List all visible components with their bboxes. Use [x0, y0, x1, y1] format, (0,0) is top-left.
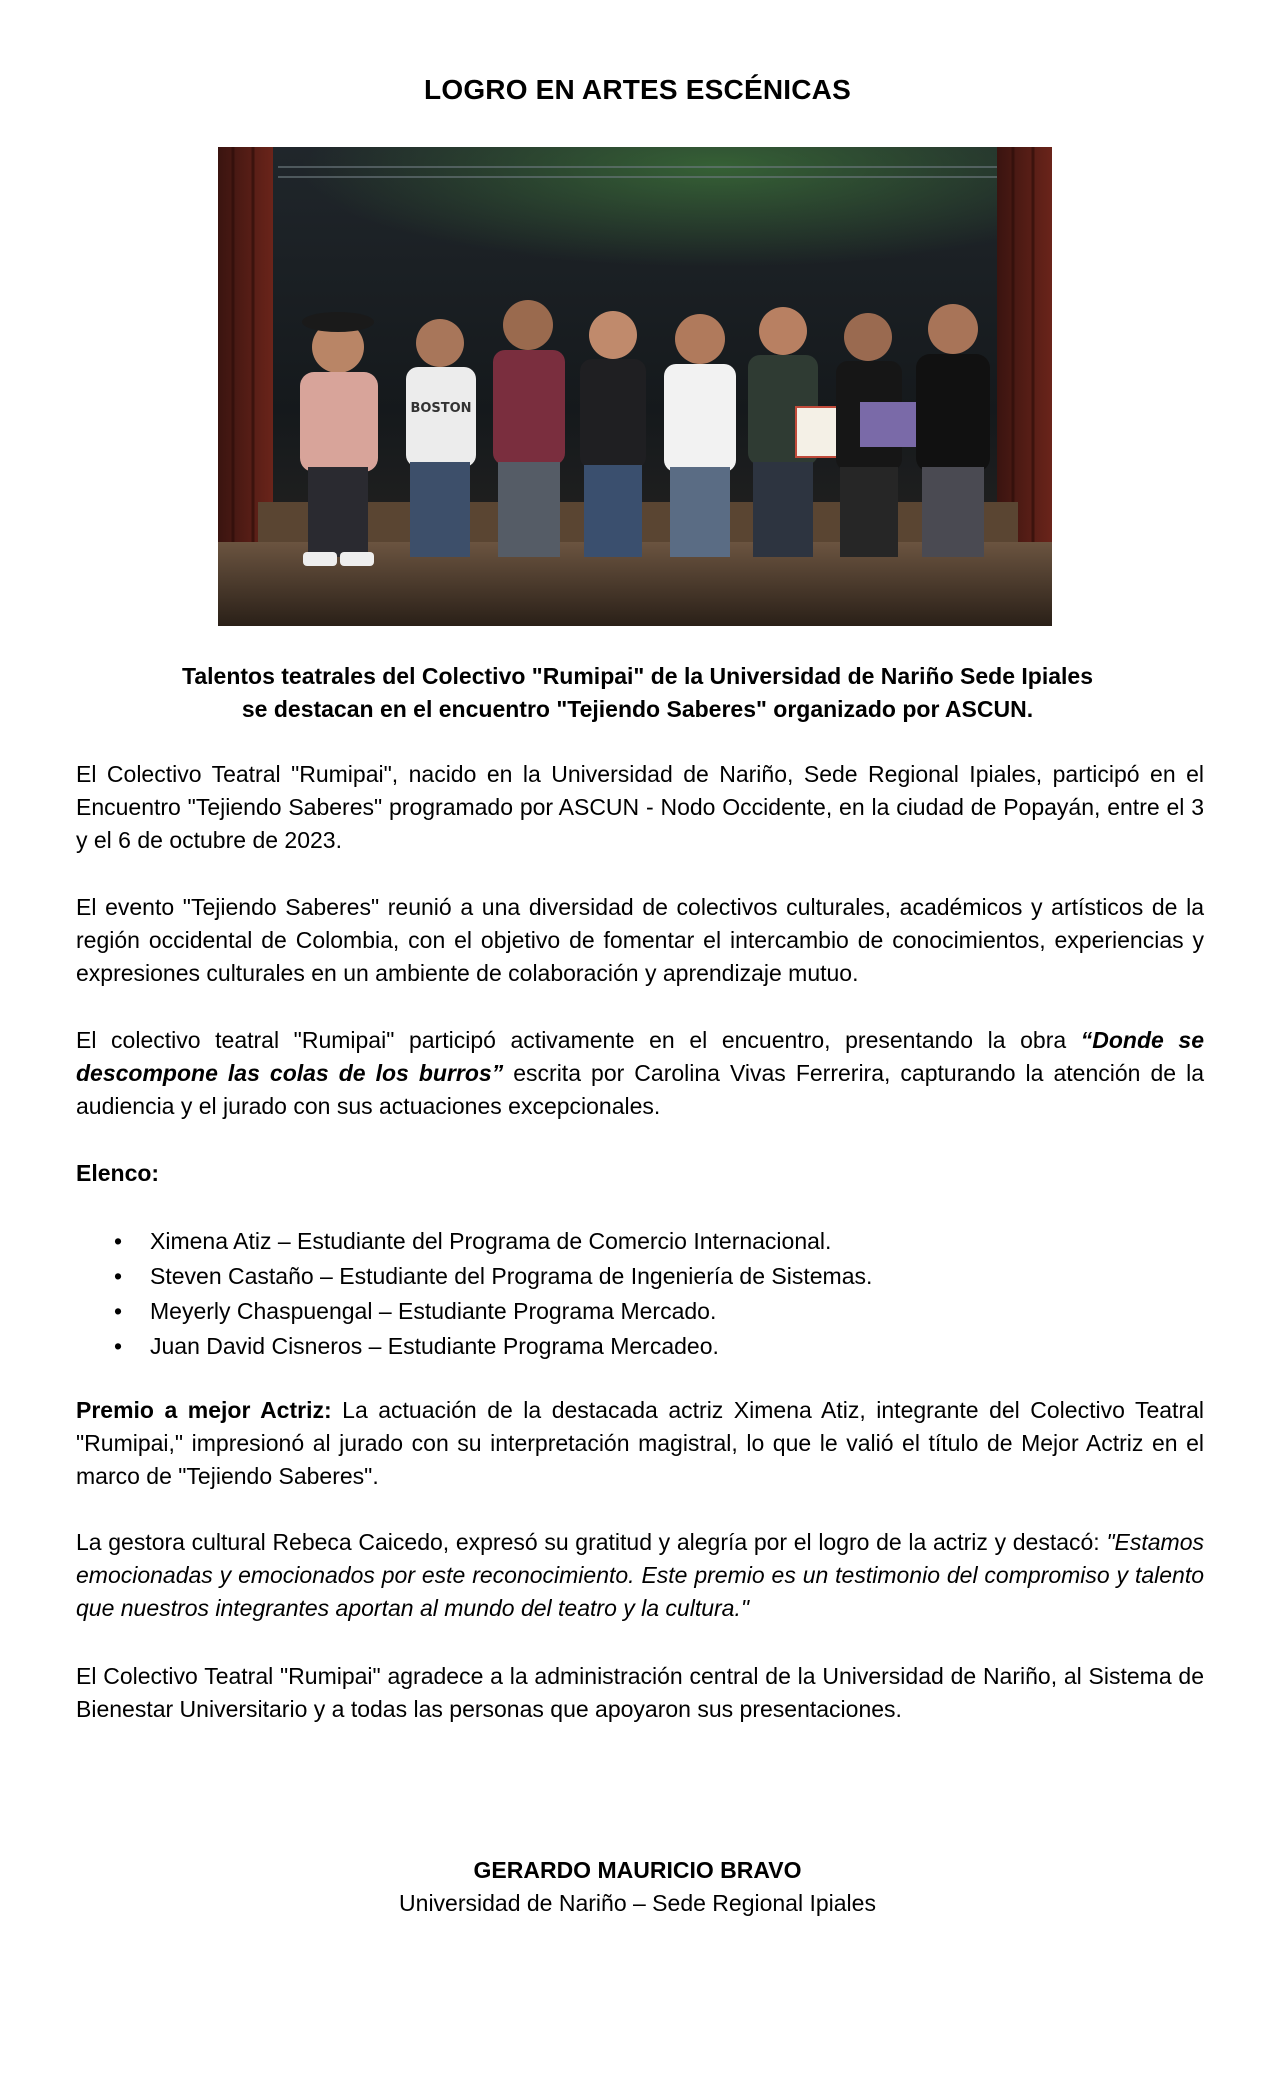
- subtitle-line-2: se destacan en el encuentro "Tejiendo Saberes" organizado por ASCUN.: [241, 696, 1034, 722]
- play-title: “Donde se descompone las colas de los burros”: [76, 1027, 1204, 1086]
- list-item: • Juan David Cisneros – Estudiante Programa Mercadeo.: [76, 1329, 1204, 1364]
- cast-heading: Elenco:: [76, 1160, 160, 1186]
- group-photo-image: [218, 147, 1052, 626]
- paragraph-play: [76, 1024, 1204, 1123]
- award-label: Premio a mejor Actriz:: [76, 1397, 332, 1423]
- bullet-icon: •: [114, 1333, 123, 1359]
- list-item: • Ximena Atiz – Estudiante del Programa de Comercio Internacional.: [76, 1224, 1204, 1259]
- list-item: • Steven Castaño – Estudiante del Programa de Ingeniería de Sistemas.: [76, 1259, 1204, 1294]
- paragraph-award: [76, 1394, 1204, 1493]
- paragraph-acknowledgement: El Colectivo Teatral "Rumipai" agradece a la administración central de la Universidad de Nariño, al Sistema de Bienestar Universitario y a todas las personas que apoyaron sus presentaciones.: [76, 1663, 1204, 1722]
- article-subtitle: [80, 660, 1195, 726]
- signature-name: GERARDO MAURICIO BRAVO: [473, 1857, 802, 1883]
- bullet-icon: •: [114, 1263, 123, 1289]
- bullet-icon: •: [114, 1228, 123, 1254]
- paragraph-play-end: escrita por Carolina Vivas Ferrerira, capturando la atención de la audiencia y el jurado con sus actuaciones excepcionales.: [76, 1060, 1204, 1119]
- subtitle-line-1: Talentos teatrales del Colectivo "Rumipai" de la Universidad de Nariño Sede Ipiales: [182, 663, 1093, 689]
- shirt-text: BOSTON: [410, 401, 472, 416]
- quote-intro: La gestora cultural Rebeca Caicedo, expresó su gratitud y alegría por el logro de la actriz y destacó:: [76, 1529, 1107, 1555]
- list-item: • Meyerly Chaspuengal – Estudiante Programa Mercado.: [76, 1294, 1204, 1329]
- document-title: LOGRO EN ARTES ESCÉNICAS: [424, 74, 851, 105]
- quote-text: "Estamos emocionadas y emocionados por este reconocimiento. Este premio es un testimonio del compromiso y talento que nuestros integrantes aportan al mundo del teatro y la cultura.": [76, 1529, 1204, 1621]
- signature-institution: Universidad de Nariño – Sede Regional Ipiales: [399, 1890, 876, 1916]
- paragraph-quote: [76, 1526, 1204, 1625]
- paragraph-event-participation: El Colectivo Teatral "Rumipai", nacido en la Universidad de Nariño, Sede Regional Ipiales, participó en el Encuentro "Tejiendo Saberes" programado por ASCUN - Nodo Occidente, en la ciudad de Popayán, entre el 3 y el 6 de octubre de 2023.: [76, 761, 1204, 853]
- bullet-icon: •: [114, 1298, 123, 1324]
- cast-list: [76, 1224, 1204, 1364]
- paragraph-event-description: El evento "Tejiendo Saberes" reunió a una diversidad de colectivos culturales, académicos y artísticos de la región occidental de Colombia, con el objetivo de fomentar el intercambio de conocimientos, experiencias y expresiones culturales en un ambiente de colaboración y aprendizaje mutuo.: [76, 894, 1204, 986]
- award-text: La actuación de la destacada actriz Ximena Atiz, integrante del Colectivo Teatral "Rumipai," impresionó al jurado con su interpretación magistral, lo que le valió el título de Mejor Actriz en el marco de "Tejiendo Saberes".: [76, 1397, 1204, 1489]
- paragraph-play-start: El colectivo teatral "Rumipai" participó activamente en el encuentro, presentando la obra: [76, 1027, 1081, 1053]
- group-photo: [218, 147, 1052, 626]
